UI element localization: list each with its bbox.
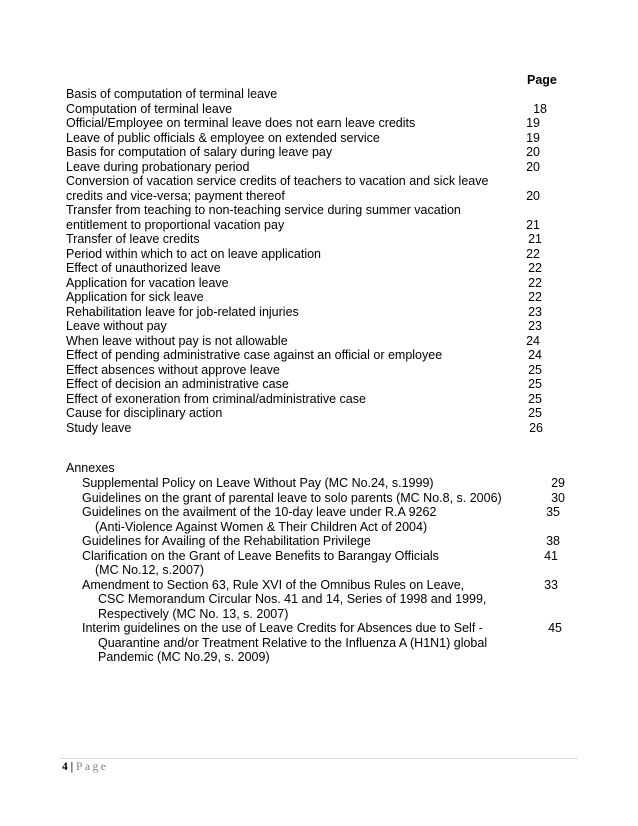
annex-entry [0,505,638,520]
toc-entry-page-number: 26 [529,420,543,435]
annex-entry-page-number: 45 [548,621,562,635]
toc-entry-title: Leave of public officials & employee on extended service [66,130,380,145]
annex-entry [0,476,638,491]
toc-entry [0,174,638,189]
toc-entry-page-number: 20 [526,159,540,174]
annex-entry-title: Respectively (MC No. 13, s. 2007) [98,606,289,621]
toc-entry-title: Rehabilitation leave for job-related injuries [66,304,299,319]
toc-entry-page-number: 20 [526,188,540,203]
annex-entry [0,520,638,535]
annex-entry-title: (MC No.12, s.2007) [95,563,205,577]
toc-entry-page-number: 22 [526,246,540,261]
toc-entry-title: Study leave [66,420,132,435]
annex-entry [0,549,638,564]
toc-entry-page-number: 25 [528,362,542,377]
toc-entry [0,276,638,291]
toc-entry-title: Computation of terminal leave [66,101,233,116]
annex-entry-title: Quarantine and/or Treatment Relative to the Influenza A (H1N1) global [98,635,488,650]
annex-entry-title: Guidelines on the grant of parental leave to solo parents (MC No.8, s. 2006) [82,490,502,505]
toc-entry-title: entitlement to proportional vacation pay [66,217,285,232]
toc-entry-page-number: 23 [528,304,542,319]
toc-entry-title: Effect of decision an administrative case [66,377,289,391]
annex-entry-page-number: 35 [546,505,560,519]
annex-entry-title: Guidelines on the availment of the 10-day leave under R.A 9262 [82,505,437,519]
annex-entry-page-number: 29 [551,476,565,490]
annexes-heading: Annexes [66,461,115,475]
toc-entry-page-number: 22 [528,261,542,275]
toc-entry-title: Official/Employee on terminal leave does not earn leave credits [66,116,416,130]
annex-entry-title: Interim guidelines on the use of Leave Credits for Absences due to Self - [82,621,483,635]
toc-entry-title: Conversion of vacation service credits of teachers to vacation and sick leave [66,174,489,188]
footer-page-word: Page [76,761,109,773]
toc-entry-title: Effect of unauthorized leave [66,261,221,275]
annex-entry [0,534,638,549]
toc-entry-page-number: 19 [526,116,540,130]
toc-entry-title: credits and vice-versa; payment thereof [66,188,285,203]
toc-entry-title: Cause for disciplinary action [66,406,223,420]
toc-entry-title: Application for sick leave [66,290,204,304]
toc-entry-title: Transfer from teaching to non-teaching service during summer vacation [66,203,461,217]
toc-entry [0,131,638,146]
annex-entry [0,607,638,622]
annexes-list [0,476,638,665]
toc-entry-title: When leave without pay is not allowable [66,333,288,348]
annex-entry [0,621,638,636]
toc-entry [0,290,638,305]
toc-entry [0,87,638,102]
footer-separator: | [70,761,74,773]
annex-entry-title: CSC Memorandum Circular Nos. 41 and 14, Series of 1998 and 1999, [98,592,487,606]
toc-entry [0,102,638,117]
annex-entry-page-number: 30 [551,490,565,505]
annex-entry-title: Pandemic (MC No.29, s. 2009) [98,650,270,664]
annex-entry-title: Amendment to Section 63, Rule XVI of the Omnibus Rules on Leave, [82,577,465,592]
toc-entry-title: Leave without pay [66,319,167,333]
toc-entry-page-number: 19 [526,130,540,145]
toc-entry-title: Effect absences without approve leave [66,362,280,377]
toc-entry-page-number: 25 [528,406,542,420]
annex-entry-title: Guidelines for Availing of the Rehabilitation Privilege [82,534,371,548]
toc-entry [0,218,638,233]
toc-entry-title: Basis of computation of terminal leave [66,87,278,101]
toc-entry [0,189,638,204]
annex-entry [0,592,638,607]
toc-entry-page-number: 20 [526,145,540,159]
toc-entry [0,348,638,363]
toc-entry-title: Effect of pending administrative case against an official or employee [66,348,443,362]
annex-entry-page-number: 33 [544,577,558,592]
annex-entry-title: (Anti-Violence Against Women & Their Children Act of 2004) [95,519,428,534]
toc-entry [0,116,638,131]
footer-divider [60,758,578,759]
page-footer [62,760,108,774]
toc-entry-page-number: 21 [528,232,542,246]
toc-entry-title: Period within which to act on leave application [66,246,322,261]
annex-entry-title: Supplemental Policy on Leave Without Pay (MC No.24, s.1999) [82,476,434,490]
annex-entry [0,491,638,506]
toc-entry-title: Leave during probationary period [66,159,250,174]
toc-entry-page-number: 22 [528,275,542,290]
toc-entry [0,406,638,421]
footer-page-number: 4 [62,761,68,773]
toc-entry-title: Transfer of leave credits [66,232,200,246]
toc-entry-page-number: 22 [528,290,542,304]
toc-entry-page-number: 21 [526,217,540,232]
toc-entry-page-number: 23 [528,319,542,333]
toc-entry [0,247,638,262]
toc-entry [0,363,638,378]
toc-entry [0,203,638,218]
annex-entry-title: Clarification on the Grant of Leave Benefits to Barangay Officials [82,548,439,563]
toc-entry [0,160,638,175]
toc-entry-page-number: 18 [533,101,547,116]
toc-entry-title: Effect of exoneration from criminal/administrative case [66,391,366,406]
table-of-contents [0,87,638,435]
toc-entry [0,377,638,392]
toc-entry-page-number: 24 [528,348,542,362]
toc-entry [0,392,638,407]
toc-entry-page-number: 25 [528,391,542,406]
annex-entry [0,636,638,651]
toc-entry-title: Application for vacation leave [66,275,229,290]
toc-entry [0,319,638,334]
toc-entry-title: Basis for computation of salary during leave pay [66,145,333,159]
annex-entry [0,650,638,665]
toc-entry [0,261,638,276]
toc-entry [0,334,638,349]
page-column-heading: Page [527,73,557,87]
toc-entry [0,421,638,436]
toc-entry-page-number: 24 [526,333,540,348]
annex-entry [0,578,638,593]
toc-entry [0,305,638,320]
toc-entry [0,232,638,247]
annex-entry-page-number: 38 [546,534,560,548]
toc-entry [0,145,638,160]
toc-entry-page-number: 25 [528,377,542,391]
annex-entry [0,563,638,578]
annex-entry-page-number: 41 [544,548,558,563]
